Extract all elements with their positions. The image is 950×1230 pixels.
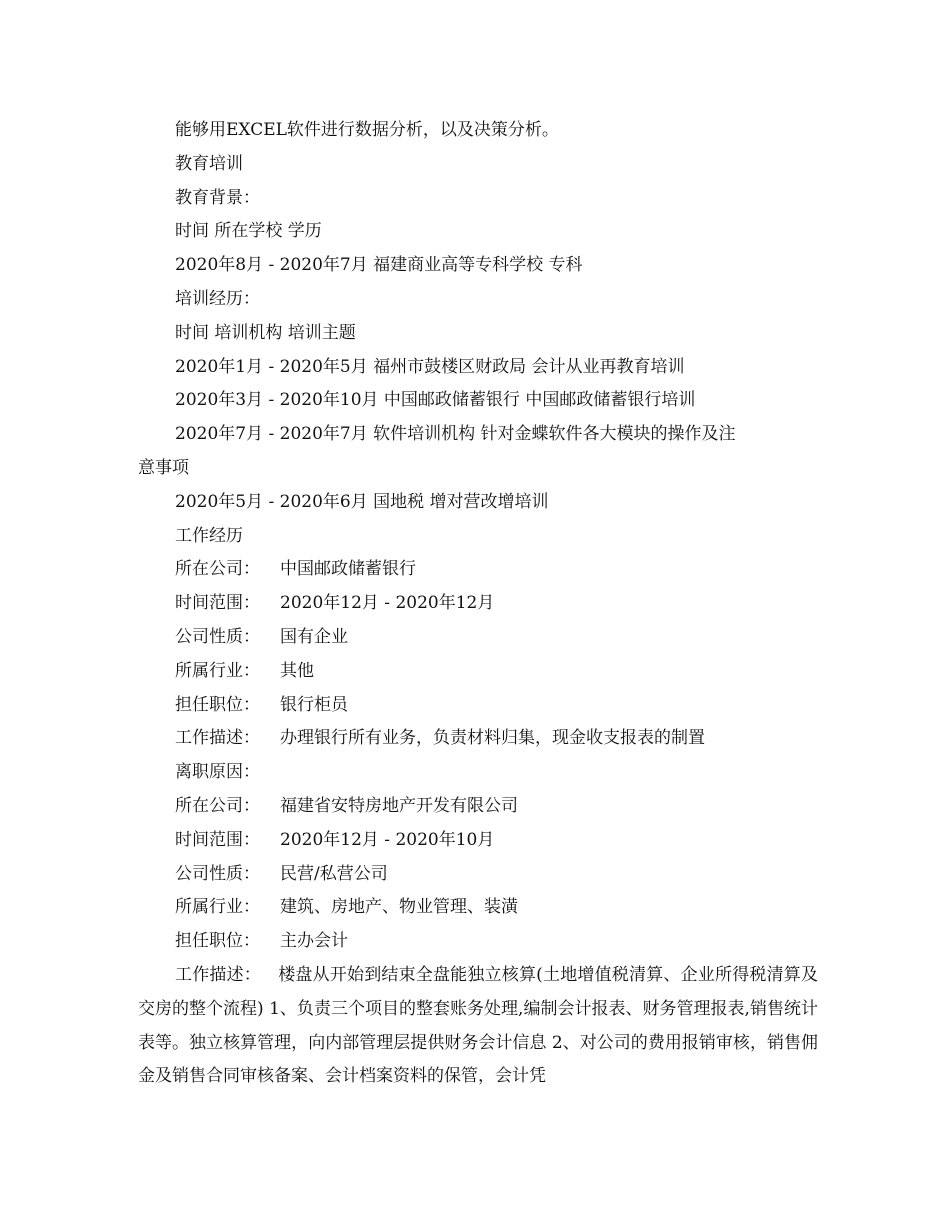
job1-company-row: [138, 553, 818, 587]
field-label: 所属行业：: [175, 660, 260, 681]
field-value: 福建省安特房地产开发有限公司: [280, 795, 518, 816]
field-value: 2020年12月 - 2020年12月: [280, 593, 495, 614]
job1-description-row: [138, 722, 818, 756]
job2-period-row: [138, 824, 818, 858]
job2-description-paragraph: [138, 959, 818, 1094]
field-value: 楼盘从开始到结束全盘能独立核算(土地增值税清算、企业所得税清算及交房的整个流程) 1、负责三个项目的整套账务处理,编制会计报表、财务管理报表,销售统计表等。独立核算管理，向内部管理层提供财务会计信息 2、对公司的费用报销审核，销售佣金及销售合同审核备案、会计档案资料的保管，会计凭: [138, 964, 818, 1087]
job1-industry-row: [138, 655, 818, 689]
field-label: 担任职位：: [175, 931, 260, 952]
field-label: 时间范围：: [175, 829, 260, 850]
intro-line: 能够用EXCEL软件进行数据分析，以及决策分析。: [175, 120, 559, 140]
field-label: 工作描述：: [175, 964, 261, 985]
field-value: 建筑、房地产、物业管理、装潢: [280, 897, 518, 918]
field-value: 主办会计: [280, 931, 348, 952]
training-row: 2020年1月 - 2020年5月 福州市鼓楼区财政局 会计从业再教育培训: [175, 356, 685, 377]
education-table-header: 时间 所在学校 学历: [175, 221, 322, 242]
job1-period-row: [138, 587, 818, 621]
job2-position-row: [138, 925, 818, 959]
field-value: 其他: [280, 660, 314, 681]
training-row-continuation: 意事项: [138, 457, 189, 478]
field-label: 工作描述：: [175, 728, 260, 749]
training-row: 2020年3月 - 2020年10月 中国邮政储蓄银行 中国邮政储蓄银行培训: [175, 390, 696, 411]
field-value: 银行柜员: [280, 694, 348, 715]
training-row: 2020年7月 - 2020年7月 软件培训机构 针对金蝶软件各大模块的操作及注: [175, 424, 736, 445]
job1-leave-reason-row: 离职原因：: [175, 762, 260, 783]
field-value: 2020年12月 - 2020年10月: [280, 829, 495, 850]
training-table-header: 时间 培训机构 培训主题: [175, 322, 356, 343]
field-value: 国有企业: [280, 626, 348, 647]
field-label: 公司性质：: [175, 626, 260, 647]
field-label: 所属行业：: [175, 897, 260, 918]
field-value: 民营/私营公司: [280, 863, 388, 884]
job1-position-row: [138, 689, 818, 723]
document-body: [138, 114, 818, 1094]
field-label: 所在公司：: [175, 795, 260, 816]
education-row: 2020年8月 - 2020年7月 福建商业高等专科学校 专科: [175, 255, 583, 276]
job2-industry-row: [138, 891, 818, 925]
training-row: 2020年5月 - 2020年6月 国地税 增对营改增培训: [175, 491, 549, 512]
job2-nature-row: [138, 858, 818, 892]
work-heading: 工作经历: [175, 525, 243, 546]
job2-company-row: [138, 790, 818, 824]
training-label: 培训经历：: [175, 288, 260, 309]
field-label: 公司性质：: [175, 863, 260, 884]
field-value: 中国邮政储蓄银行: [280, 559, 416, 580]
field-label: 所在公司：: [175, 559, 260, 580]
job1-nature-row: [138, 621, 818, 655]
education-background-label: 教育背景：: [175, 187, 260, 208]
education-heading: 教育培训: [175, 153, 243, 174]
field-label: 担任职位：: [175, 694, 260, 715]
field-label: 时间范围：: [175, 593, 260, 614]
field-value: 办理银行所有业务，负责材料归集，现金收支报表的制置: [280, 728, 705, 749]
